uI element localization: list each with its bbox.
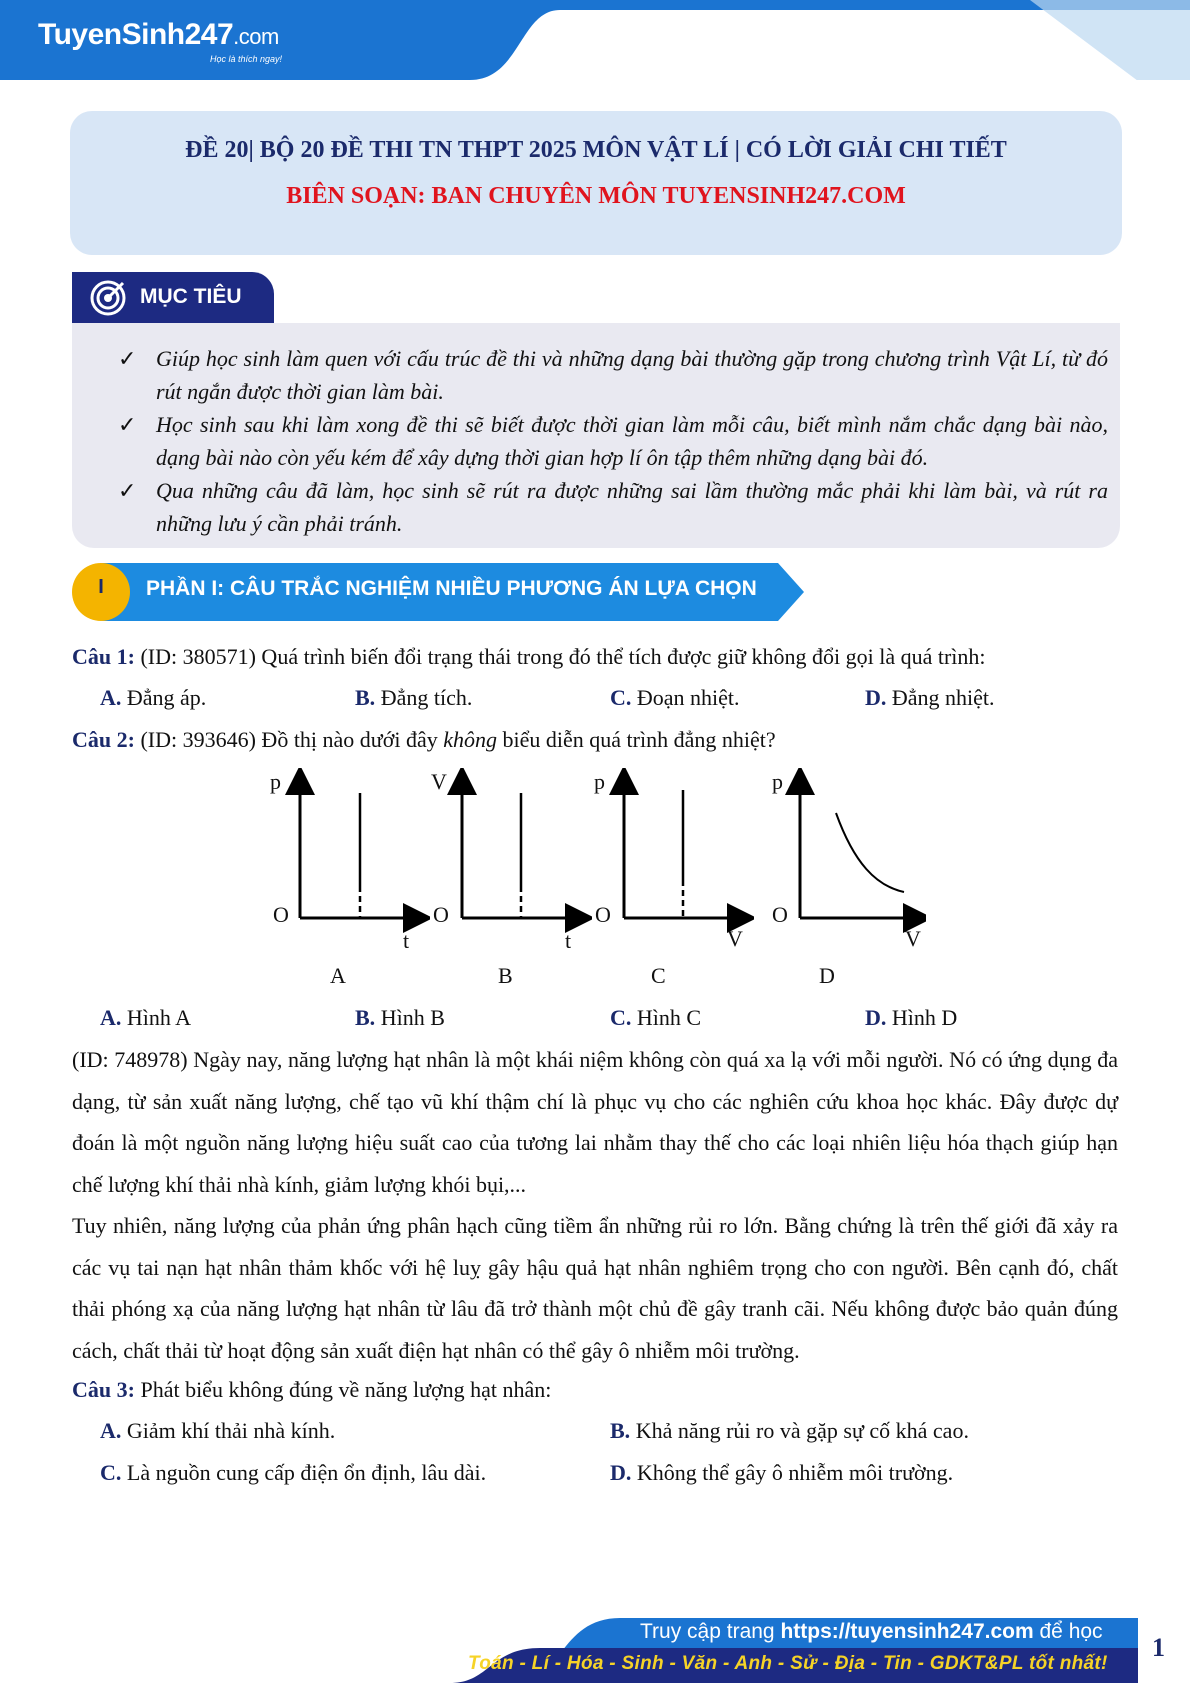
graph-a-origin: O (273, 902, 289, 927)
page-number: 1 (1152, 1633, 1165, 1662)
graph-d (766, 768, 926, 958)
graph-c-caption: C (651, 963, 666, 988)
footer-url[interactable]: https://tuyensinh247.com (780, 1620, 1034, 1643)
question-label: Câu 3: (72, 1377, 135, 1402)
section-title: PHẦN I: CÂU TRẮC NGHIỆM NHIỀU PHƯƠNG ÁN LỰA CHỌN (146, 577, 757, 600)
graph-b-y-label: V (431, 769, 447, 794)
page-subtitle: BIÊN SOẠN: BAN CHUYÊN MÔN TUYENSINH247.COM (286, 183, 906, 209)
question-3 (72, 1377, 551, 1403)
check-icon: ✓ (118, 412, 137, 437)
graph-d-caption: D (819, 963, 835, 988)
graph-a-x-label: t (403, 928, 410, 953)
question-text: Phát biểu không đúng về năng lượng hạt nhân: (134, 1377, 552, 1402)
q3-option-d[interactable]: D. Không thể gây ô nhiễm môi trường. (610, 1460, 954, 1485)
question-label: Câu 2: (72, 727, 135, 752)
graph-b-x-label: t (565, 928, 572, 953)
graph-d-y-label: p (772, 769, 783, 794)
hyperbola-curve (836, 813, 904, 892)
page-title: ĐỀ 20| BỘ 20 ĐỀ THI TN THPT 2025 MÔN VẬT LÍ | CÓ LỜI GIẢI CHI TIẾT (185, 137, 1007, 163)
target-icon (88, 278, 128, 318)
graph-d-x-label: V (905, 926, 921, 951)
question-2: Câu 2: (ID: 393646) Đồ thị nào dưới đây không biểu diễn quá trình đẳng nhiệt? (72, 727, 776, 752)
check-icon: ✓ (118, 478, 137, 503)
q3-option-a[interactable]: A. Giảm khí thải nhà kính. (100, 1418, 336, 1443)
q1-option-d[interactable]: D. Đẳng nhiệt. (865, 685, 995, 710)
question-1 (72, 644, 986, 670)
q3-option-b[interactable]: B. Khả năng rủi ro và gặp sự cố khá cao. (610, 1418, 969, 1443)
q2-option-d[interactable]: D. Hình D (865, 1005, 958, 1030)
graph-c-x-label: V (727, 926, 743, 951)
question-label: Câu 1: (72, 644, 135, 669)
q1-option-a[interactable]: A. Đẳng áp. (100, 685, 207, 710)
logo-tagline: Học là thích ngay! (210, 54, 283, 64)
graph-a-caption: A (330, 963, 346, 988)
footer-visit-text: Truy cập trang https://tuyensinh247.com để học (640, 1620, 1103, 1643)
check-icon: ✓ (118, 346, 137, 371)
passage-paragraph-2: Tuy nhiên, năng lượng của phản ứng phân hạch cũng tiềm ẩn những rủi ro lớn. Bằng chứng là trên thế giới đã xảy ra các vụ tai nạn hạt nhân thảm khốc với hệ luỵ gây hậu quả hạt nhân nghiêm trọng cho con người. Bên cạnh đó, chất thải phóng xạ của năng lượng hạt nhân từ lâu đã trở thành một chủ đề gây tranh cãi. Nếu không được bảo quản đúng cách, chất thải từ hoạt động sản xuất điện hạt nhân có thể gây ô nhiễm môi trường. (72, 1213, 1118, 1363)
graph-b-origin: O (433, 902, 449, 927)
graph-a-y-label: p (270, 769, 281, 794)
footer-subjects: Toán - Lí - Hóa - Sinh - Văn - Anh - Sử - Địa - Tin - GDKT&PL tốt nhất! (468, 1653, 1108, 1674)
q2-option-b[interactable]: B. Hình B (355, 1005, 445, 1030)
objective-item: ✓ Học sinh sau khi làm xong đề thi sẽ biết được thời gian làm mỗi câu, biết mình nắm chắc dạng bài nào, dạng bài nào còn yếu kém để xây dựng thời gian hợp lí ôn tập thêm những dạng bài đó. (118, 408, 1108, 474)
q3-option-c[interactable]: C. Là nguồn cung cấp điện ổn định, lâu dài. (100, 1460, 487, 1485)
objective-item: ✓ Giúp học sinh làm quen với cấu trúc đề thi và những dạng bài thường gặp trong chương trình Vật Lí, từ đó rút ngắn được thời gian làm bài. (118, 342, 1108, 408)
passage-paragraph-1: (ID: 748978) Ngày nay, năng lượng hạt nhân là một khái niệm không còn quá xa lạ với mỗi người. Nó có ứng dụng đa dạng, từ sản xuất năng lượng, chế tạo vũ khí thậm chí là phục vụ cho các nghiên cứu khoa học khác. Đây được dự đoán là một nguồn năng lượng hiệu suất cao của tương lai nhằm thay thế cho các loại nhiên liệu hóa thạch giúp hạn chế lượng khí thải nhà kính, giảm lượng khói bụi,... (72, 1047, 1118, 1197)
site-logo[interactable]: TuyenSinh247.com (38, 18, 279, 51)
q1-option-c[interactable]: C. Đoạn nhiệt. (610, 685, 740, 710)
q2-option-c[interactable]: C. Hình C (610, 1005, 702, 1030)
question-text: (ID: 380571) Quá trình biến đổi trạng thái trong đó thể tích được giữ không đổi gọi là quá trình: (134, 644, 986, 669)
section-numeral: I (98, 576, 104, 598)
graph-c-origin: O (595, 902, 611, 927)
graph-c-y-label: p (594, 769, 605, 794)
objectives-heading: MỤC TIÊU (140, 285, 242, 308)
graph-d-origin: O (772, 902, 788, 927)
q1-option-b[interactable]: B. Đẳng tích. (355, 685, 473, 710)
graph-b-caption: B (498, 963, 513, 988)
q2-option-a[interactable]: A. Hình A (100, 1005, 192, 1030)
objective-item: ✓ Qua những câu đã làm, học sinh sẽ rút ra được những sai lầm thường mắc phải khi làm bài, và rút ra những lưu ý cần phải tránh. (118, 474, 1108, 540)
